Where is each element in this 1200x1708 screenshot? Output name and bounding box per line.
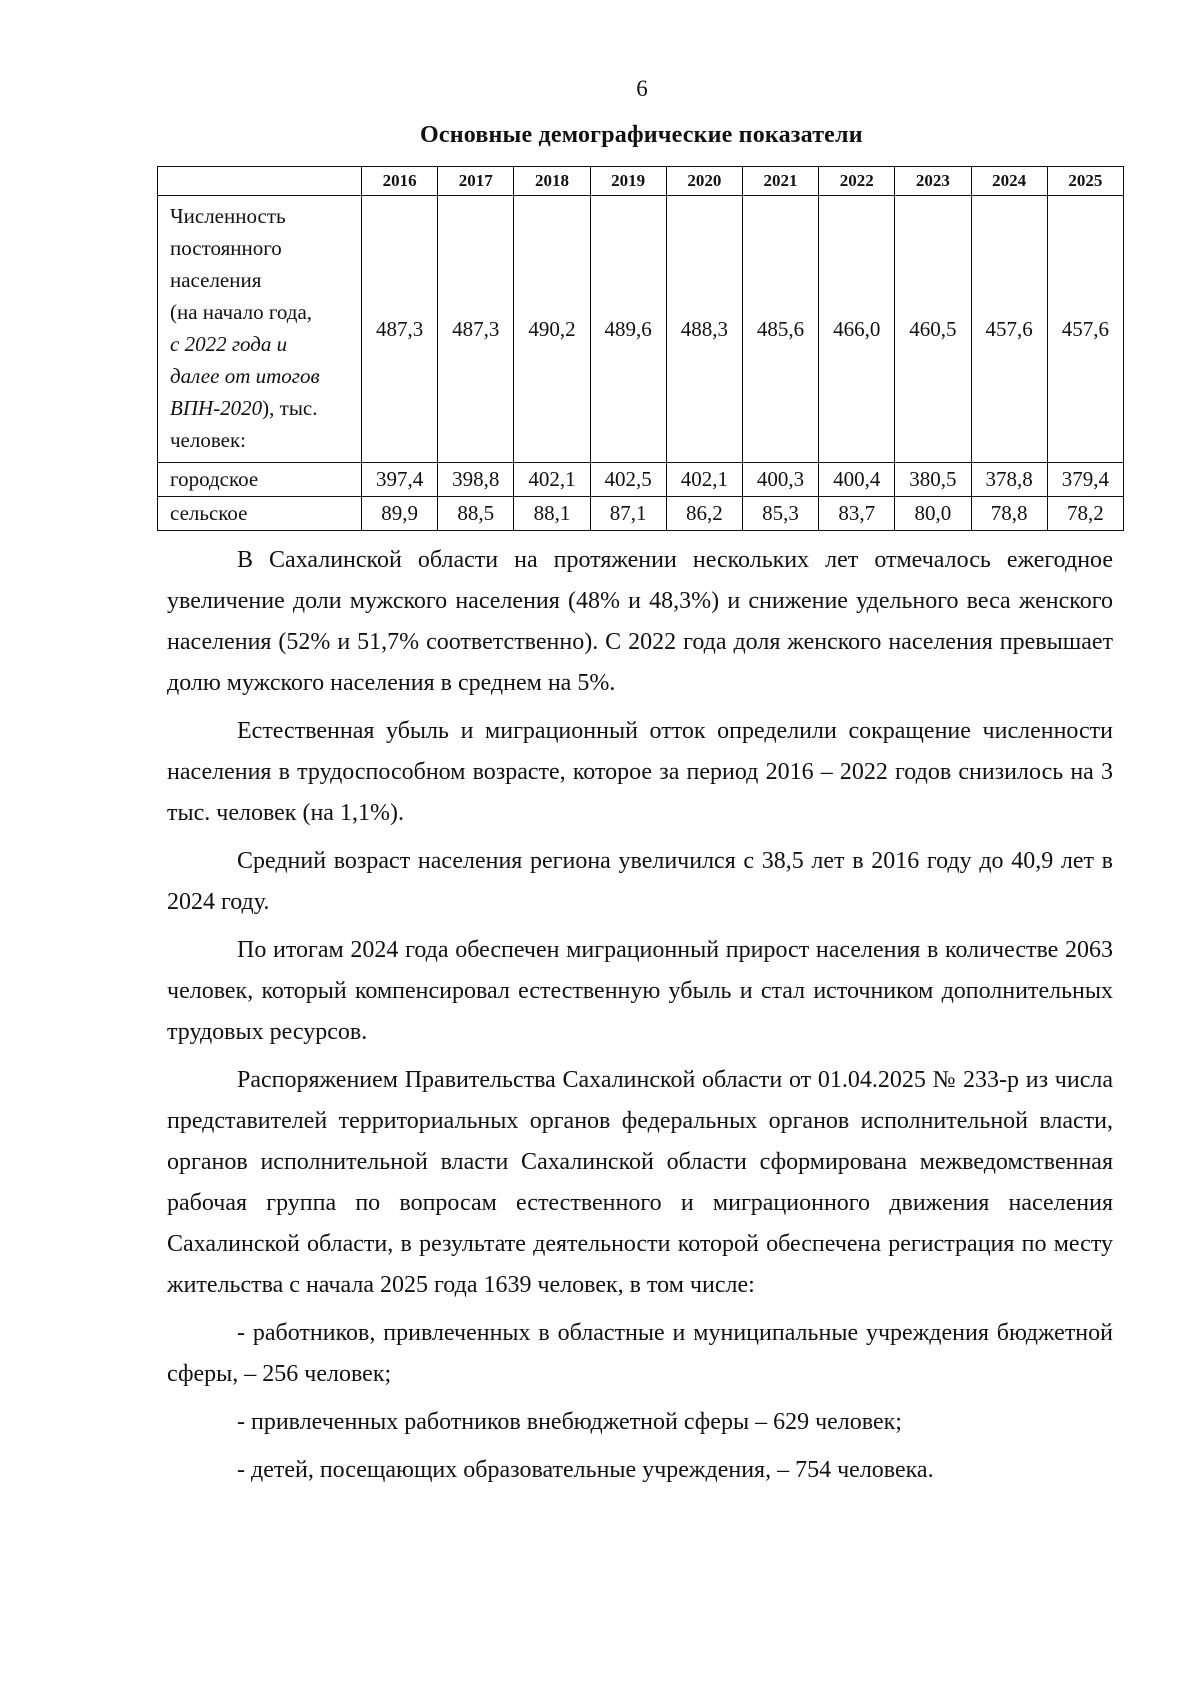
label-line: ВПН-2020), тыс. [170,396,318,420]
table-cell: 80,0 [895,497,971,531]
year-header: 2018 [514,167,590,196]
paragraph: В Сахалинской области на протяжении нескольких лет отмечалось ежегодное увеличение доли мужского населения (48% и 48,3%) и снижение удельного веса женского населения (52% и 51,7% соответственно). С 2022 года доля женского населения превышает долю мужского населения в среднем на 5%. [167,547,1113,696]
label-line: человек: [170,428,247,452]
table-header-row [158,167,1124,196]
table-cell: 460,5 [895,196,971,463]
table-cell: 78,8 [971,497,1047,531]
table-cell: 489,6 [590,196,666,463]
label-line: (на начало года, [170,300,313,324]
label-line: населения [170,268,262,292]
list-item: - работников, привлеченных в областные и муниципальные учреждения бюджетной сферы, – 256 человек; [167,1320,1113,1387]
table-cell: 457,6 [971,196,1047,463]
table-cell: 457,6 [1047,196,1123,463]
demographics-table [157,166,1124,531]
table-cell: 83,7 [819,497,895,531]
table-cell: 400,4 [819,463,895,497]
body-text [167,540,1113,1498]
table-title: Основные демографические показатели [420,122,863,148]
label-line: постоянного [170,236,282,260]
table-cell: 402,1 [666,463,742,497]
year-header: 2020 [666,167,742,196]
table-cell: 397,4 [362,463,438,497]
year-header: 2017 [438,167,514,196]
table-cell: 86,2 [666,497,742,531]
table-cell: 402,5 [590,463,666,497]
label-line: с 2022 года и [170,332,288,356]
table-cell: 490,2 [514,196,590,463]
table-cell: 78,2 [1047,497,1123,531]
year-header: 2023 [895,167,971,196]
rural-label: сельское [158,497,362,531]
table-cell: 466,0 [819,196,895,463]
year-header: 2022 [819,167,895,196]
year-header: 2025 [1047,167,1123,196]
table-row-urban [158,463,1124,497]
paragraph: По итогам 2024 года обеспечен миграционный прирост населения в количестве 2063 человек, который компенсировал естественную убыль и стал источником дополнительных трудовых ресурсов. [167,937,1113,1045]
table-row-population [158,196,1124,463]
population-label [158,196,362,463]
paragraph: Средний возраст населения региона увеличился с 38,5 лет в 2016 году до 40,9 лет в 2024 году. [167,848,1113,915]
year-header: 2021 [742,167,818,196]
table-header-corner [158,167,362,196]
table-cell: 485,6 [742,196,818,463]
table-cell: 379,4 [1047,463,1123,497]
table-cell: 487,3 [438,196,514,463]
table-cell: 402,1 [514,463,590,497]
year-header: 2016 [362,167,438,196]
table-cell: 88,5 [438,497,514,531]
label-line: Численность [170,204,286,228]
table-cell: 487,3 [362,196,438,463]
paragraph: Распоряжением Правительства Сахалинской области от 01.04.2025 № 233-р из числа представителей территориальных органов федеральных органов исполнительной власти, органов исполнительной власти Сахалинской области сформирована межведомственная рабочая группа по вопросам естественного и миграционного движения населения Сахалинской области, в результате деятельности которой обеспечена регистрация по месту жительства с начала 2025 года 1639 человек, в том числе: [167,1067,1113,1298]
table-cell: 380,5 [895,463,971,497]
table-cell: 488,3 [666,196,742,463]
table-cell: 85,3 [742,497,818,531]
paragraph: Естественная убыль и миграционный отток определили сокращение численности населения в трудоспособном возрасте, которое за период 2016 – 2022 годов снизилось на 3 тыс. человек (на 1,1%). [167,718,1113,826]
table-cell: 398,8 [438,463,514,497]
table-cell: 400,3 [742,463,818,497]
urban-label: городское [158,463,362,497]
year-header: 2024 [971,167,1047,196]
table-cell: 87,1 [590,497,666,531]
table-cell: 88,1 [514,497,590,531]
list-item: - детей, посещающих образовательные учреждения, – 754 человека. [237,1457,934,1483]
table-cell: 89,9 [362,497,438,531]
label-line: далее от итогов [170,364,320,388]
year-header: 2019 [590,167,666,196]
table-row-rural [158,497,1124,531]
page-number: 6 [636,76,648,101]
table-cell: 378,8 [971,463,1047,497]
list-item: - привлеченных работников внебюджетной сферы – 629 человек; [237,1409,902,1435]
